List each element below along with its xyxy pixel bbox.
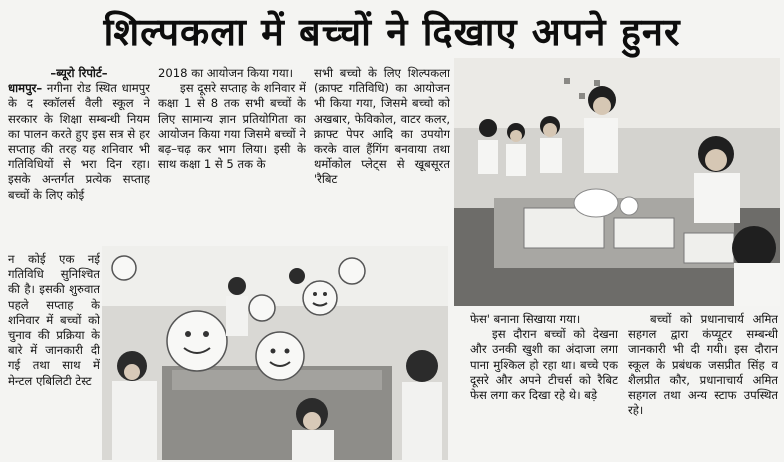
article-column-1-bottom [8,252,100,458]
article-text: 2018 का आयोजन किया गया। [158,66,294,80]
photo-children-with-masks [102,246,448,460]
dateline-place: धामपुर– [8,81,43,96]
article-text: इस दौरान बच्चों को देखना और उनकी खुशी का अंदाजा लगा पाना मुश्किल हो रहा था। बच्चे एक दूसरे और अपने टीचर्स को रैबिट फेस लगा कर दिखा रहे थे। बड़े [470,327,618,403]
article-paragraph [8,81,150,203]
byline: –ब्यूरो रिपोर्ट– [50,66,108,80]
article-column-1-top [8,66,150,252]
article-text: सभी बच्चो के लिए शिल्पकला (क्राफ्ट गतिविधि) का आयोजन भी किया गया, जिसमे बच्चो को अखबार, फेविकोल, वाटर कलर, क्राफ्ट पेपर आदि का उपयोग करके वाल हैंगिंग बनवाया तथा थर्मोकोल प्लेट्स से खूबसूरत 'रैबिट [314,66,450,187]
article-text: नगीना रोड स्थित धामपुर के द स्कॉलर्स वैली स्कूल ने सरकार के शिक्षा सम्बन्धी नियम का पालन करते हुए इस सत्र से हर सप्ताह की तरह यह शनिवार भी गतिविधियों से भरा दिन रहा। इसके अन्तर्गत प्रत्येक सप्ताह बच्चों के लिए कोई [8,81,150,202]
article-column-4 [470,312,618,458]
photo-craft-activity-image [454,58,780,306]
article-text: न कोई एक नई गतिविधि सुनिश्चित की है। इसकी शुरुवात पहले सप्ताह के शनिवार में बच्चों को चुनाव की प्रक्रिया के बारे में जानकारी दी गई तथा साथ में मेन्टल एबिलिटी टेस्ट [8,252,100,388]
article-text: बच्चों को प्रधानाचार्य अमित सहगल द्वारा कंप्यूटर सम्बन्धी जानकारी भी दी गयी। इस दौरान स्कूल के प्रबंधक जसप्रीत सिंह व शैलप्रीत कौर, प्रधानाचार्य अमित सहगल तथा अन्य स्टाफ उपस्थित रहे। [628,312,778,418]
article-column-5 [628,312,778,458]
photo-craft-activity [454,58,780,306]
headline: शिल्पकला में बच्चों ने दिखाए अपने हुनर [103,10,681,54]
photo-children-with-masks-image [102,246,448,460]
article-column-2 [158,66,306,246]
article-text: इस दूसरे सप्ताह के शनिवार में कक्षा 1 से 8 तक सभी बच्चों के लिए सामान्य ज्ञान प्रतियोगिता का आयोजन किया गया जिसमे बच्चों ने बढ़–चढ़ कर भाग लिया। इसी के साथ कक्षा 1 से 5 तक के [158,81,306,172]
article-column-3 [314,66,450,236]
article-text: फेस' बनाना सिखाया गया। [470,312,581,326]
